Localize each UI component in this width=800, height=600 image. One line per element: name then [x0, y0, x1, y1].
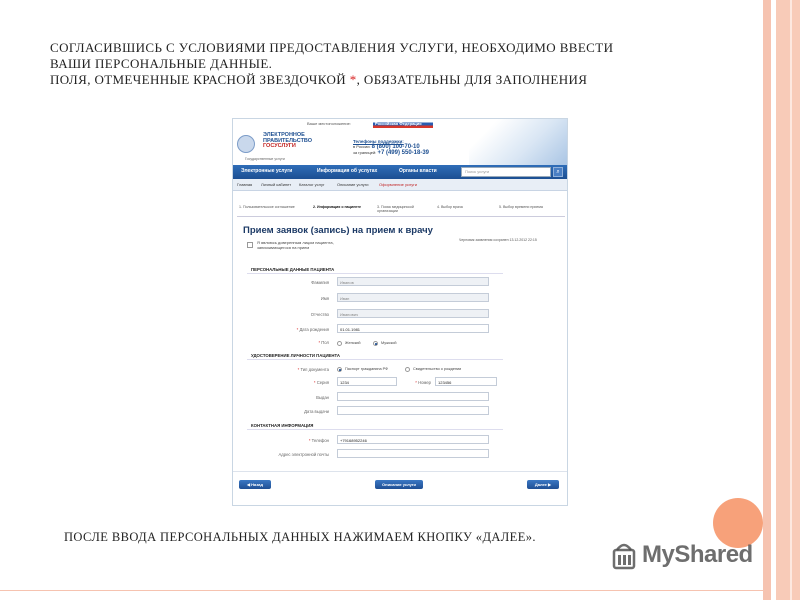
- trustee-checkbox[interactable]: [247, 242, 253, 248]
- gender-male-radio[interactable]: [373, 341, 378, 346]
- portal-logo[interactable]: [237, 131, 327, 165]
- decor-stripe-inner: [790, 0, 792, 600]
- series-field[interactable]: 1234: [337, 377, 397, 386]
- watermark-logo: [608, 535, 768, 575]
- doc-birth-cert-label: Свидетельство о рождении: [413, 367, 462, 371]
- step-1[interactable]: 1. Пользовательское соглашение: [239, 205, 295, 209]
- issue-date-field[interactable]: [337, 406, 489, 415]
- number-label-text: Номер: [418, 380, 431, 385]
- search-input[interactable]: Поиск услуги: [461, 167, 551, 177]
- emblem-icon: [237, 135, 255, 153]
- birthdate-field[interactable]: 01.01.1981: [337, 324, 489, 333]
- doc-birth-cert-radio[interactable]: [405, 367, 410, 372]
- name-field[interactable]: Иван: [337, 293, 489, 302]
- issue-date-label: Дата выдачи: [304, 409, 329, 414]
- number-label: * Номер: [415, 380, 431, 385]
- logo-title-line-3: ГОСУСЛУГИ: [263, 143, 296, 150]
- next-button-label: Далее: [534, 482, 547, 487]
- gender-label: * Пол: [318, 340, 329, 345]
- surname-label: Фамилия: [311, 280, 329, 285]
- wizard-steps: [237, 205, 565, 217]
- form-title: Прием заявок (запись) на прием к врачу: [243, 225, 433, 236]
- doc-passport-label: Паспорт гражданина РФ: [345, 367, 389, 371]
- draft-note: Черновик заявления сохранен 13.12.2012 22:15: [459, 238, 537, 242]
- heading-line-2: ВАШИ ПЕРСОНАЛЬНЫЕ ДАННЫЕ.: [50, 56, 273, 71]
- doc-passport-radio[interactable]: [337, 367, 342, 372]
- subnav-catalog[interactable]: Каталог услуг: [299, 182, 325, 187]
- gender-female-label: Женский: [345, 341, 361, 345]
- name-label: Имя: [320, 296, 329, 301]
- logo-tagline: Государственные услуги: [245, 157, 285, 161]
- phone-2: +7 (499) 550-18-39: [377, 150, 430, 156]
- heading-line-3-end: , ОБЯЗАТЕЛЬНЫ ДЛЯ ЗАПОЛНЕНИЯ: [356, 72, 588, 87]
- back-button-label: Назад: [251, 482, 264, 487]
- back-button[interactable]: ◀ Назад: [239, 480, 271, 489]
- phone-2-label: за границей:: [353, 150, 377, 155]
- breadcrumb-nav: [233, 179, 568, 191]
- watermark-text: MyShared: [642, 541, 753, 568]
- nav-authorities[interactable]: Органы власти: [399, 168, 437, 174]
- heading-line-1: СОГЛАСИВШИСЬ С УСЛОВИЯМИ ПРЕДОСТАВЛЕНИЯ УСЛУГИ, НЕОБХОДИМО ВВЕСТИ: [50, 40, 614, 55]
- section-divider: [247, 429, 503, 430]
- heading-line-3: [50, 72, 750, 88]
- decor-stripe-left: [763, 0, 771, 600]
- step-3[interactable]: 3. Поиск медицинской организации: [377, 205, 414, 213]
- portal-screenshot: [232, 118, 568, 506]
- birthdate-label: * Дата рождения: [296, 327, 329, 332]
- header-banner: [469, 119, 568, 165]
- phone-label-text: Телефон: [311, 438, 329, 443]
- gender-label-text: Пол: [321, 340, 329, 345]
- subnav-home[interactable]: Главная: [237, 182, 253, 187]
- subnav-description[interactable]: Описание услуги: [337, 182, 369, 187]
- section-contact: КОНТАКТНАЯ ИНФОРМАЦИЯ: [251, 423, 314, 428]
- logo-title-line-2: ПРАВИТЕЛЬСТВО: [263, 137, 313, 144]
- subnav-application[interactable]: Оформление услуги: [379, 182, 417, 187]
- logo-title-line-1: ЭЛЕКТРОННОЕ: [263, 132, 305, 138]
- series-label: * Серия: [313, 380, 329, 385]
- support-phones: [353, 139, 463, 156]
- slide-footer: ПОСЛЕ ВВОДА ПЕРСОНАЛЬНЫХ ДАННЫХ НАЖИМАЕМ КНОПКУ «ДАЛЕЕ».: [64, 530, 536, 544]
- series-label-text: Серия: [316, 380, 329, 385]
- next-button[interactable]: Далее ▶: [527, 480, 559, 489]
- phone-1-label: в России:: [353, 144, 371, 149]
- trustee-checkbox-label: Я являюсь доверенным лицом пациента, записывающегося на прием: [257, 240, 334, 250]
- section-identity: УДОСТОВЕРЕНИЕ ЛИЧНОСТИ ПАЦИЕНТА: [251, 353, 340, 358]
- step-4[interactable]: 4. Выбор врача: [437, 205, 463, 209]
- phone-field[interactable]: +79168952246: [337, 435, 489, 444]
- step-5[interactable]: 5. Выбор времени приема: [499, 205, 543, 209]
- required-star: *: [349, 72, 357, 87]
- patronymic-field[interactable]: Иванович: [337, 309, 489, 318]
- decor-bottom-line: [0, 590, 763, 591]
- section-divider: [247, 273, 503, 274]
- phones-title[interactable]: Телефоны поддержки:: [353, 139, 404, 144]
- watermark-icon: [608, 538, 638, 572]
- issued-by-label: Выдан: [316, 395, 329, 400]
- surname-field[interactable]: Иванов: [337, 277, 489, 286]
- doc-type-label-text: Тип документа: [300, 367, 329, 372]
- section-personal: ПЕРСОНАЛЬНЫЕ ДАННЫЕ ПАЦИЕНТА: [251, 267, 335, 272]
- gender-male-label: Мужской: [381, 341, 397, 345]
- nav-electronic-services[interactable]: Электронные услуги: [241, 168, 293, 174]
- doc-type-label: * Тип документа: [297, 367, 329, 372]
- phone-1: 8 (800) 100-70-10: [371, 144, 420, 150]
- gender-female-radio[interactable]: [337, 341, 342, 346]
- number-field[interactable]: 123456: [435, 377, 497, 386]
- email-label: Адрес электронной почты: [278, 452, 329, 457]
- service-description-button[interactable]: Описание услуги: [375, 480, 423, 489]
- main-nav: [233, 165, 568, 179]
- issued-by-field[interactable]: [337, 392, 489, 401]
- slide-heading: [50, 40, 750, 88]
- nav-services-info[interactable]: Информация об услугах: [317, 168, 378, 174]
- patronymic-label: Отчество: [310, 312, 329, 317]
- region-name[interactable]: Российская Федерация: [375, 121, 422, 126]
- location-label: Ваше местоположение:: [307, 121, 351, 126]
- phone-label: * Телефон: [308, 438, 329, 443]
- step-2[interactable]: 2. Информация о пациенте: [313, 205, 362, 209]
- birthdate-label-text: Дата рождения: [299, 327, 329, 332]
- subnav-cabinet[interactable]: Личный кабинет: [261, 182, 292, 187]
- search-icon[interactable]: ⌕: [553, 167, 563, 177]
- email-field[interactable]: [337, 449, 489, 458]
- section-divider: [247, 359, 503, 360]
- heading-line-3-start: ПОЛЯ, ОТМЕЧЕННЫЕ КРАСНОЙ ЗВЕЗДОЧКОЙ: [50, 72, 350, 87]
- decor-stripe-right: [776, 0, 800, 600]
